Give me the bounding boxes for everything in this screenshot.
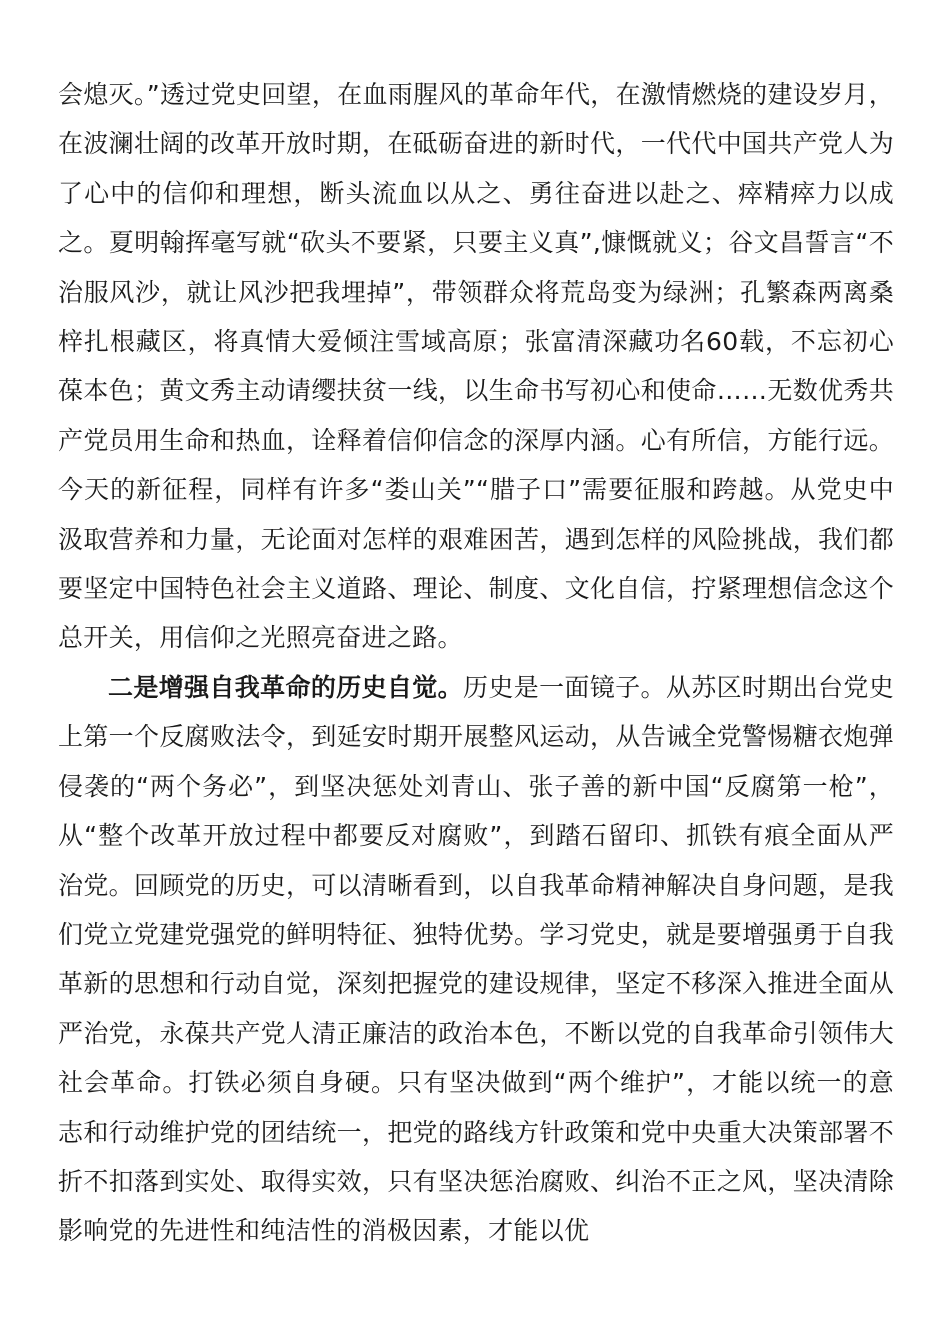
paragraph-2 (58, 663, 894, 1256)
paragraph-1: 会熄灭。”透过党史回望，在血雨腥风的革命年代，在激情燃烧的建设岁月，在波澜壮阔的改革开放时期，在砥砺奋进的新时代，一代代中国共产党人为了心中的信仰和理想，断头流血以从之、勇往奋进以赴之、瘁精瘁力以成之。夏明翰挥毫写就“砍头不要紧，只要主义真”,慷慨就义；谷文昌誓言“不治服风沙，就让风沙把我埋掉”，带领群众将荒岛变为绿洲；孔繁森两离桑梓扎根藏区，将真情大爱倾注雪域高原；张富清深藏功名60载，不忘初心葆本色；黄文秀主动请缨扶贫一线，以生命书写初心和使命……无数优秀共产党员用生命和热血，诠释着信仰信念的深厚内涵。心有所信，方能行远。今天的新征程，同样有许多“娄山关”“腊子口”需要征服和跨越。从党史中汲取营养和力量，无论面对怎样的艰难困苦，遇到怎样的风险挑战，我们都要坚定中国特色社会主义道路、理论、制度、文化自信，拧紧理想信念这个总开关，用信仰之光照亮奋进之路。 (58, 80, 894, 653)
paragraph-2-heading: 二是增强自我革命的历史自觉。 (108, 672, 463, 702)
document-body (58, 70, 894, 1256)
paragraph-2-body: 历史是一面镜子。从苏区时期出台党史上第一个反腐败法令，到延安时期开展整风运动，从告诫全党警惕糖衣炮弹侵袭的“两个务必”，到坚决惩处刘青山、张子善的新中国“反腐第一枪”，从“整个改革开放过程中都要反对腐败”，到踏石留印、抓铁有痕全面从严治党。回顾党的历史，可以清晰看到，以自我革命精神解决自身问题，是我们党立党建党强党的鲜明特征、独特优势。学习党史，就是要增强勇于自我革新的思想和行动自觉，深刻把握党的建设规律，坚定不移深入推进全面从严治党，永葆共产党人清正廉洁的政治本色，不断以党的自我革命引领伟大社会革命。打铁必须自身硬。只有坚决做到“两个维护”，才能以统一的意志和行动维护党的团结统一，把党的路线方针政策和党中央重大决策部署不折不扣落到实处、取得实效，只有坚决惩治腐败、纠治不正之风，坚决清除影响党的先进性和纯洁性的消极因素，才能以优 (58, 672, 895, 1246)
